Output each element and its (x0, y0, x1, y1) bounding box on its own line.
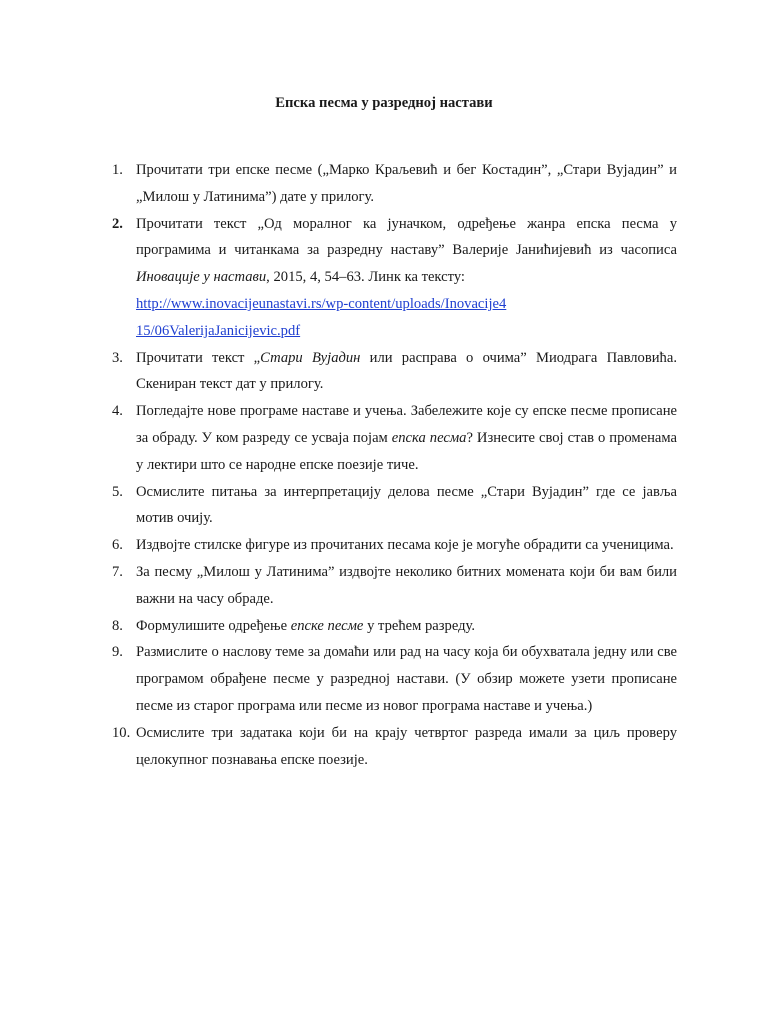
task-item-1 (112, 157, 677, 211)
task-number: 2. (112, 215, 123, 232)
task-item-2 (112, 211, 677, 345)
task-text (136, 211, 677, 345)
journal-name: Иновације у настави (136, 269, 267, 286)
poem-title: Стари Вујадин (260, 349, 361, 366)
task-number: 3. (112, 349, 123, 366)
task-text-part: или расправа о очима” Миодрага Павловића. Скениран текст дат у прилогу. (136, 349, 677, 393)
task-text (136, 398, 677, 478)
task-text-part: За песму „Милош у Латинима” издвојте неколико битних момената који би вам били важни на часу обраде. (136, 563, 677, 607)
task-item-8 (112, 613, 677, 640)
term-emphasis: епска песма (391, 429, 467, 446)
task-text (136, 639, 677, 719)
task-text-part: Прочитати текст „Од моралног ка јуначком, одређење жанра епска песма у програмима и читанкама за разредну наставу” Валерије Јанићијевић из часописа (136, 215, 677, 259)
article-link-line-1[interactable]: http://www.inovacijeunastavi.rs/wp-content/uploads/Inovacije4 (136, 295, 507, 312)
task-item-4 (112, 398, 677, 478)
task-number: 4. (112, 403, 123, 420)
task-item-10 (112, 720, 677, 774)
task-text-part: Прочитати три епске песме („Марко Краљевић и бег Костадин”, „Стари Вујадин” и „Милош у Латинима”) дате у прилогу. (136, 162, 677, 205)
task-text-part: Издвојте стилске фигуре из прочитаних песама које је могуће обрадити са ученицима. (136, 537, 674, 554)
task-text (136, 720, 677, 774)
task-item-6 (112, 532, 677, 559)
task-number: 10. (112, 724, 131, 741)
task-number: 5. (112, 483, 123, 500)
task-text (136, 479, 677, 533)
task-text-part: Прочитати текст „ (136, 349, 261, 366)
task-text-part: Размислите о наслову теме за домаћи или рад на часу која би обухватала једну или све програмом обрађене песме у разредној настави. (У обзир можете узети прописане песме из старог програма или песме из новог програма наставе и учења.) (136, 644, 677, 714)
task-text (136, 559, 677, 613)
task-text-part: , 2015, 4, 54–63. Линк ка тексту: (266, 269, 465, 286)
term-emphasis: епске песме (290, 617, 364, 634)
task-item-3 (112, 345, 677, 399)
task-item-9 (112, 639, 677, 719)
task-text (136, 532, 677, 559)
task-number: 8. (112, 617, 123, 634)
task-text-part: Погледајте нове програме наставе и учења. Забележите које су епске песме прописане за обраду. У ком разреду се усваја појам (136, 403, 677, 446)
article-link[interactable] (136, 296, 506, 339)
task-item-7 (112, 559, 677, 613)
task-text-part: Осмислите питања за интерпретацију делова песме „Стари Вујадин” где се јавља мотив очију. (136, 483, 677, 527)
task-number: 1. (112, 162, 123, 178)
task-number: 7. (112, 563, 123, 580)
document-title: Епска песма у разредној настави (275, 95, 493, 111)
task-text (136, 345, 677, 399)
task-text (136, 613, 677, 640)
task-number: 9. (112, 644, 123, 661)
task-number: 6. (112, 537, 123, 554)
task-list (112, 157, 677, 773)
task-text-part: ? Изнесите свој став о променама у лектири што се народне епске поезије тиче. (136, 429, 677, 473)
task-item-5 (112, 479, 677, 533)
task-text-part: Осмислите три задатака који би на крају четвртог разреда имали за циљ проверу целокупног познавања епске поезије. (136, 724, 677, 768)
task-text (136, 157, 677, 211)
article-link-line-2[interactable]: 15/06ValerijaJanicijevic.pdf (136, 322, 301, 339)
task-text-part: Формулишите одређење (136, 617, 291, 634)
task-text-part: у трећем разреду. (363, 617, 476, 634)
